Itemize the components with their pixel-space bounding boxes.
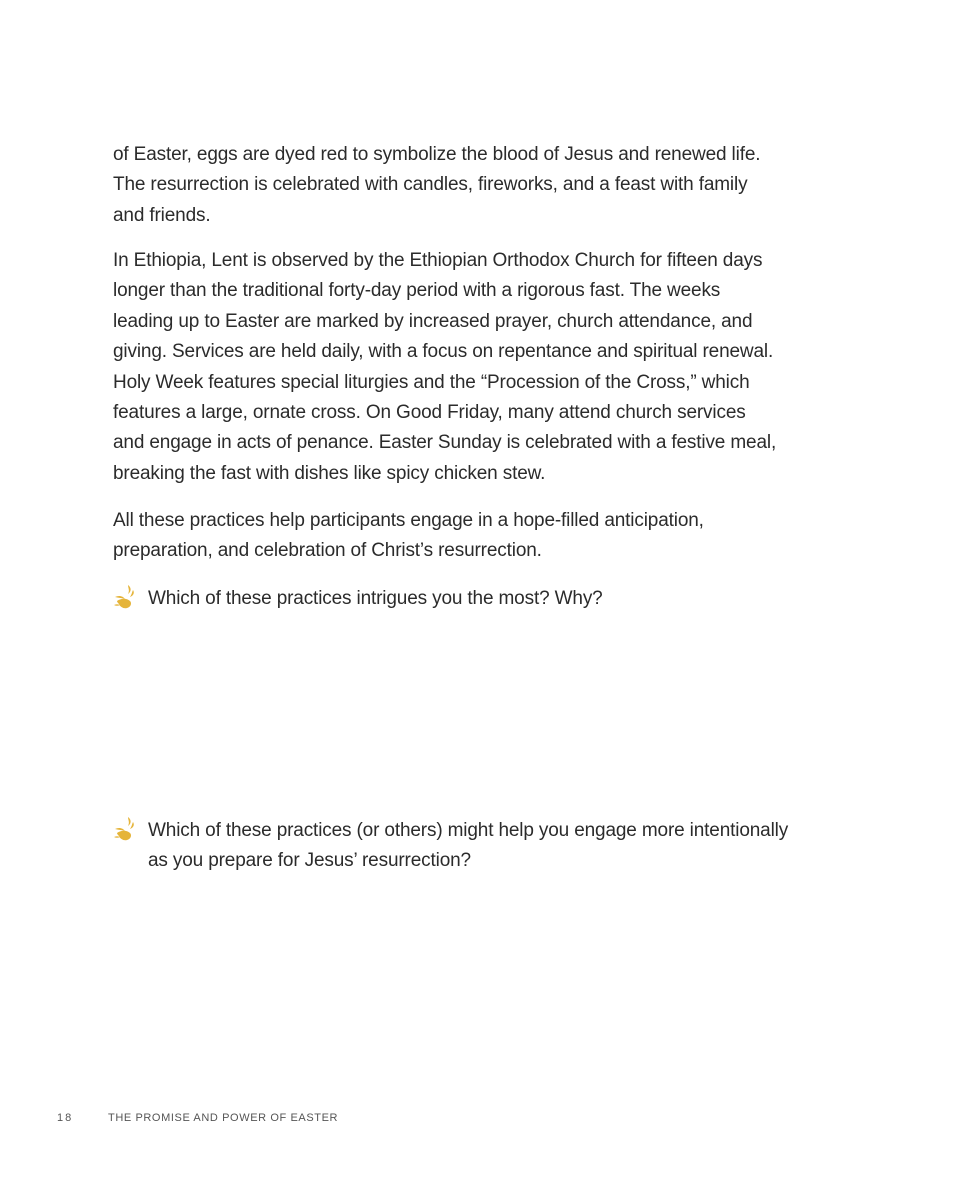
page-number: 18	[57, 1112, 74, 1124]
paragraph-easter-eggs	[113, 140, 833, 231]
text-line: preparation, and celebration of Christ’s resurrection.	[113, 540, 542, 562]
text-line: Which of these practices (or others) might help you engage more intentionally	[148, 820, 789, 841]
text-line: The resurrection is celebrated with candles, fireworks, and a feast with family	[113, 174, 748, 196]
text-line: and friends.	[113, 204, 211, 226]
paragraph-ethiopia	[113, 246, 833, 489]
text-line: giving. Services are held daily, with a focus on repentance and spiritual renewal.	[113, 341, 774, 363]
text-line: and engage in acts of penance. Easter Sunday is celebrated with a festive meal,	[113, 432, 777, 454]
paragraph-summary	[113, 506, 833, 567]
flame-dove-icon	[113, 816, 137, 842]
prompt-text	[148, 816, 788, 877]
text-line: breaking the fast with dishes like spicy chicken stew.	[113, 462, 546, 484]
flame-dove-icon	[113, 584, 137, 610]
text-line: All these practices help participants engage in a hope-filled anticipation,	[113, 510, 704, 531]
text-line: Holy Week features special liturgies and the “Procession of the Cross,” which	[113, 371, 750, 393]
text-line: In Ethiopia, Lent is observed by the Ethiopian Orthodox Church for fifteen days	[113, 250, 763, 271]
text-line: features a large, ornate cross. On Good Friday, many attend church services	[113, 402, 746, 424]
prompt-text	[148, 584, 603, 614]
text-line: leading up to Easter are marked by increased prayer, church attendance, and	[113, 310, 753, 332]
text-line: of Easter, eggs are dyed red to symbolize the blood of Jesus and renewed life.	[113, 144, 761, 165]
running-title: THE PROMISE AND POWER OF EASTER	[108, 1112, 339, 1124]
text-line: as you prepare for Jesus’ resurrection?	[148, 850, 471, 872]
text-line: Which of these practices intrigues you the most? Why?	[148, 588, 603, 609]
text-line: longer than the traditional forty-day period with a rigorous fast. The weeks	[113, 280, 721, 302]
